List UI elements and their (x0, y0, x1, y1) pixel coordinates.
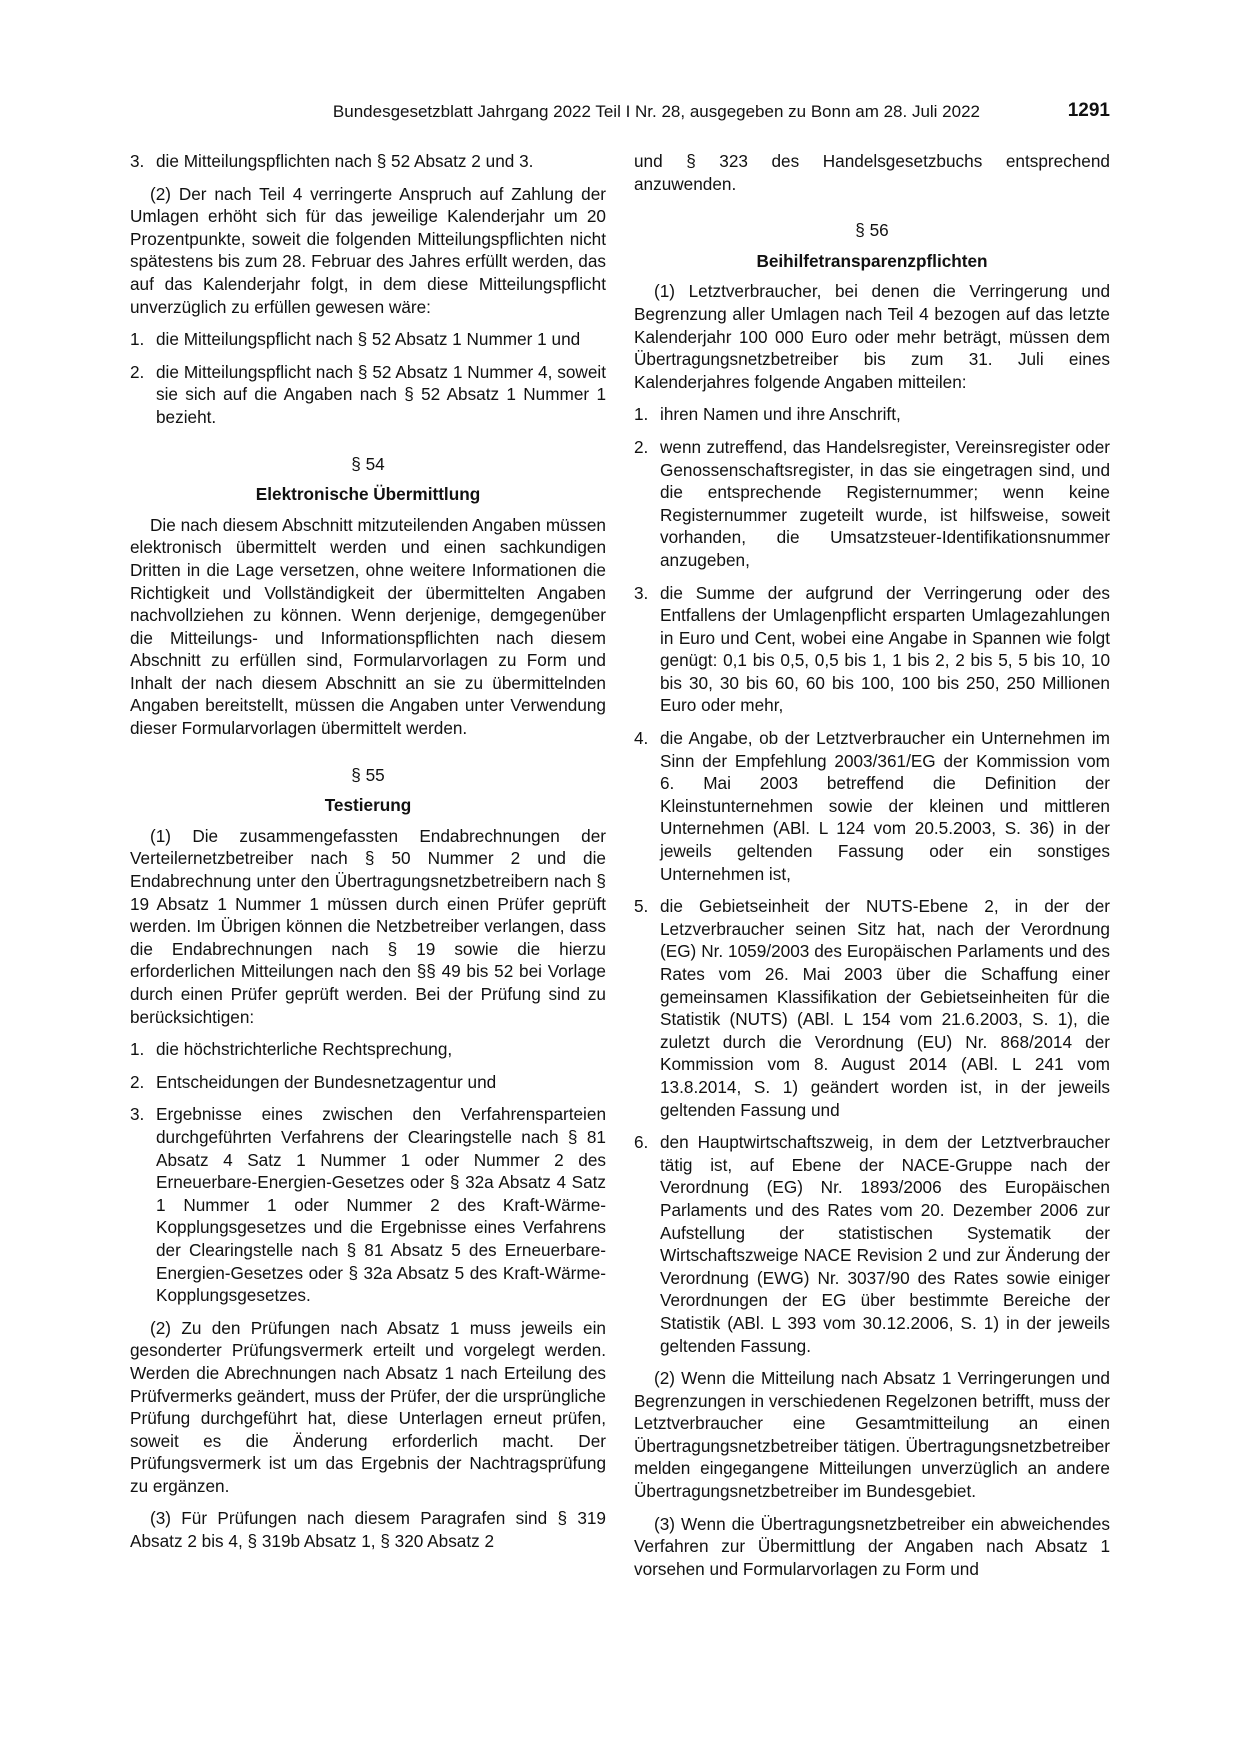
section-title: Testierung (324, 795, 412, 816)
section-number: § 54 (351, 453, 385, 474)
item-number: 5. (634, 896, 649, 917)
list-item (130, 150, 606, 173)
item-text: die Mitteilungspflicht nach § 52 Absatz 1 Nummer 1 und (156, 329, 581, 350)
paragraph: (2) Der nach Teil 4 verringerte Anspruch auf Zahlung der Umlagen erhöht sich für das jeweilige Kalenderjahr um 20 Prozentpunkte, soweit die folgenden Mitteilungspflichten nicht spätestens bis zum 28. Februar des Jahres erfüllt werden, das auf das Kalenderjahr folgt, in dem diese Mitteilungspflicht unverzüglich zu erfüllen gewesen wäre: (130, 183, 606, 317)
list-item (130, 361, 606, 429)
item-text: wenn zutreffend, das Handelsregister, Vereinsregister oder Genossenschaftsregister, in das sie eingetragen sind, und die entsprechende Registernummer; wenn keine Registernummer zugeteilt wurde, ist hilfsweise, soweit vorhanden, die Umsatzsteuer-Identifikationsnummer anzugeben, (660, 436, 1110, 570)
paragraph: und § 323 des Handelsgesetzbuchs entsprechend anzuwenden. (634, 151, 1110, 194)
item-number: 2. (130, 1071, 145, 1092)
list-item (634, 895, 1110, 1121)
item-number: 3. (130, 1104, 145, 1125)
list-item (130, 328, 606, 351)
paragraph: (2) Zu den Prüfungen nach Absatz 1 muss jeweils ein gesonderter Prüfungsvermerk erteilt und vorgelegt werden. Werden die Abrechnungen nach Absatz 1 nach Erteilung des Prüfvermerks geändert, muss der Prüfer, der die ursprüngliche Prüfung durchgeführt hat, diese Unterlagen erneut prüfen, soweit es die Änderung erforderlich macht. Der Prüfungsvermerk ist um das Ergebnis der Nachtragsprüfung zu ergänzen. (130, 1317, 606, 1496)
section-title: Elektronische Übermittlung (255, 484, 481, 505)
list-item (634, 403, 1110, 426)
item-text: ihren Namen und ihre Anschrift, (660, 404, 901, 425)
item-number: 2. (634, 436, 649, 457)
paragraph: (3) Wenn die Übertragungsnetzbetreiber ein abweichendes Verfahren zur Übermittlung der Angaben nach Absatz 1 vorsehen und Formularvorlagen zu Form und (634, 1513, 1110, 1579)
item-number: 4. (634, 728, 649, 749)
paragraph: (3) Für Prüfungen nach diesem Paragrafen sind § 319 Absatz 2 bis 4, § 319b Absatz 1, § 320 Absatz 2 (130, 1508, 606, 1552)
list-item (130, 1071, 606, 1094)
left-column (130, 150, 606, 1563)
page-number: 1291 (1067, 100, 1110, 121)
item-number: 1. (130, 329, 145, 350)
item-number: 3. (634, 582, 649, 603)
item-text: die Angabe, ob der Letztverbraucher ein Unternehmen im Sinn der Empfehlung 2003/361/EG der Kommission vom 6. Mai 2003 betreffend die Definition der Kleinstunternehmen sowie der kleinen und mittleren Unternehmen (ABl. L 124 vom 20.5.2003, S. 36) in der jeweils geltenden Fassung oder ein sonstiges Unternehmen ist, (660, 728, 1110, 884)
item-number: 2. (130, 361, 145, 382)
item-text: den Hauptwirtschaftszweig, in dem der Letztverbraucher tätig ist, auf Ebene der NACE-Gruppe nach der Verordnung (EG) Nr. 1893/2006 des Europäischen Parlaments und des Rates vom 20. Dezember 2006 zur Aufstellung der statistischen Systematik der Wirtschaftszweige NACE Revision 2 und zur Änderung der Verordnung (EWG) Nr. 3037/90 des Rates sowie einiger Verordnungen der EG über bestimmte Bereiche der Statistik (ABl. L 393 vom 30.12.2006, S. 1) in der jeweils geltenden Fassung. (660, 1132, 1110, 1356)
item-text: die Mitteilungspflicht nach § 52 Absatz 1 Nummer 4, soweit sie sich auf die Angaben nach § 52 Absatz 1 Nummer 1 bezieht. (156, 361, 606, 427)
item-number: 1. (130, 1039, 145, 1060)
paragraph: (1) Die zusammengefassten Endabrechnungen der Verteilernetzbetreiber nach § 50 Nummer 2 und die Endabrechnung unter den Übertragungsnetzbetreibern nach § 19 Absatz 1 Nummer 1 müssen durch einen Prüfer geprüft werden. Im Übrigen können die Netzbetreiber verlangen, dass die Endabrechnungen nach § 19 sowie die hierzu erforderlichen Mitteilungen nach den §§ 49 bis 52 bei Vorlage durch einen Prüfer geprüft werden. Bei der Prüfung sind zu berücksichtigen: (130, 825, 606, 1027)
item-text: Ergebnisse eines zwischen den Verfahrensparteien durchgeführten Verfahrens der Clearingstelle nach § 81 Absatz 4 Satz 1 Nummer 1 oder Nummer 2 des Erneuerbare-Energien-Gesetzes oder § 32a Absatz 4 Satz 1 Nummer 1 oder Nummer 2 des Kraft-Wärme-Kopplungsgesetzes und die Ergebnisse eines Verfahrens der Clearingstelle nach § 81 Absatz 5 des Erneuerbare-Energien-Gesetzes oder § 32a Absatz 5 des Kraft-Wärme-Kopplungsgesetzes. (156, 1104, 606, 1306)
list-item (634, 727, 1110, 885)
item-number: 6. (634, 1132, 649, 1153)
paragraph: (2) Wenn die Mitteilung nach Absatz 1 Verringerungen und Begrenzungen in verschiedenen Regelzonen betrifft, muss der Letztverbraucher eine Gesamtmitteilung an einen Übertragungsnetzbetreiber tätigen. Übertragungsnetzbetreiber melden eingegangene Mitteilungen unverzüglich an andere Übertragungsnetzbetreiber im Bundesgebiet. (634, 1368, 1110, 1502)
section-number: § 55 (351, 764, 385, 785)
paragraph: (1) Letztverbraucher, bei denen die Verringerung und Begrenzung aller Umlagen nach Teil 4 bezogen auf das letzte Kalenderjahr 100 000 Euro oder mehr beträgt, müssen dem Übertragungsnetzbetreiber bis zum 31. Juli eines Kalenderjahres folgende Angaben mitteilen: (634, 281, 1110, 392)
list-item (634, 1131, 1110, 1357)
list-item (634, 436, 1110, 572)
item-number: 1. (634, 404, 649, 425)
paragraph: Die nach diesem Abschnitt mitzuteilenden Angaben müssen elektronisch übermittelt werden und einen sachkundigen Dritten in die Lage versetzen, ohne weitere Informationen die Richtigkeit und Vollständigkeit der übermittelten Angaben nachvollziehen zu können. Wenn derjenige, demgegenüber die Mitteilungs- und Informationspflichten nach diesem Abschnitt zu erfüllen sind, Formularvorlagen zu Form und Inhalt der nach diesem Abschnitt an sie zu übermittelnden Angaben bereitstellt, müssen die Angaben unter Verwendung dieser Formularvorlagen übermittelt werden. (130, 514, 606, 739)
list-item (634, 582, 1110, 718)
item-text: die Gebietseinheit der NUTS-Ebene 2, in der der Letzverbraucher seinen Sitz hat, nach der Verordnung (EG) Nr. 1059/2003 des Europäischen Parlaments und des Rates vom 26. Mai 2003 über die Schaffung einer gemeinsamen Klassifikation der Gebietseinheiten für die Statistik (NUTS) (ABl. L 154 vom 21.6.2003, S. 1), die zuletzt durch die Verordnung (EU) Nr. 868/2014 der Kommission vom 8. August 2014 (ABl. L 241 vom 13.8.2014, S. 1) geändert worden ist, in der jeweils geltenden Fassung und (660, 896, 1110, 1120)
section-number: § 56 (855, 220, 889, 241)
list-item (130, 1103, 606, 1306)
right-column (634, 150, 1110, 1590)
item-number: 3. (130, 151, 145, 171)
list-item (130, 1038, 606, 1061)
item-text: Entscheidungen der Bundesnetzagentur und (156, 1071, 497, 1092)
header-title: Bundesgesetzblatt Jahrgang 2022 Teil I Nr. 28, ausgegeben zu Bonn am 28. Juli 2022 (332, 102, 980, 121)
page-header (130, 100, 1110, 126)
item-text: die Summe der aufgrund der Verringerung oder des Entfallens der Umlagenpflicht ersparten Umlagezahlungen in Euro und Cent, wobei eine Angabe in Spannen wie folgt genügt: 0,1 bis 0,5, 0,5 bis 1, 1 bis 2, 2 bis 5, 5 bis 10, 10 bis 30, 30 bis 60, 60 bis 100, 100 bis 250, 250 Millionen Euro oder mehr, (660, 582, 1110, 716)
item-text: die höchstrichterliche Rechtsprechung, (156, 1039, 453, 1060)
section-title: Beihilfetransparenzpflichten (756, 250, 988, 271)
item-text: die Mitteilungspflichten nach § 52 Absatz 2 und 3. (156, 151, 534, 171)
